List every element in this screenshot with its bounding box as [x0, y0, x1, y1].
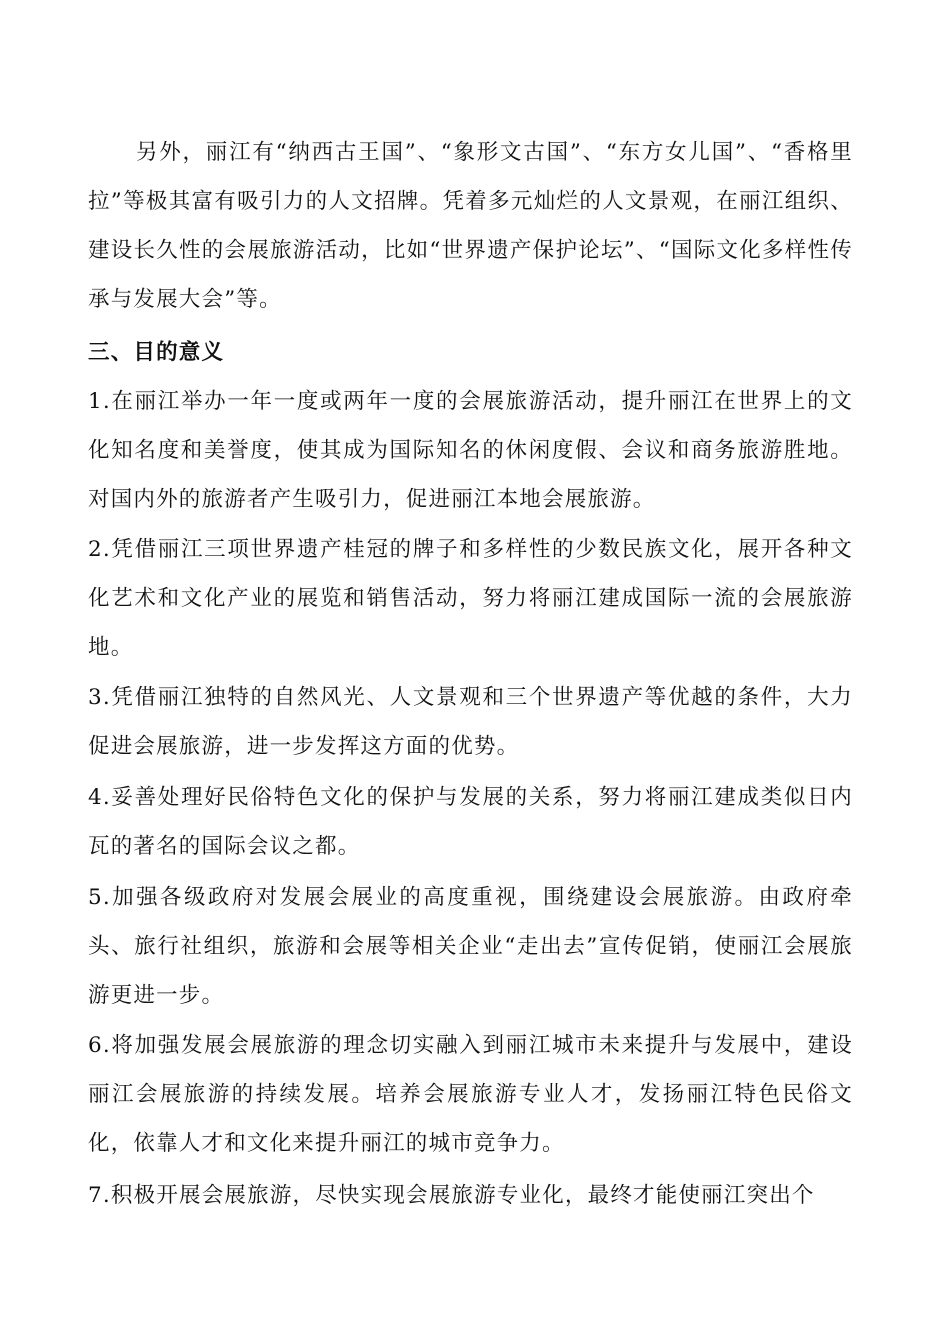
list-item-7: 7.积极开展会展旅游，尽快实现会展旅游专业化，最终才能使丽江突出个	[88, 1183, 815, 1208]
list-item-4: 4.妥善处理好民俗特色文化的保护与发展的关系，努力将丽江建成类似日内瓦的著名的国际会议之都。	[88, 785, 853, 859]
list-item-1: 1.在丽江举办一年一度或两年一度的会展旅游活动，提升丽江在世界上的文化知名度和美誉度，使其成为国际知名的休闲度假、会议和商务旅游胜地。对国内外的旅游者产生吸引力，促进丽江本地会展旅游。	[88, 389, 853, 512]
list-item-3: 3.凭借丽江独特的自然风光、人文景观和三个世界遗产等优越的条件，大力促进会展旅游，进一步发挥这方面的优势。	[88, 685, 853, 759]
list-item-5: 5.加强各级政府对发展会展业的高度重视，围绕建设会展旅游。由政府牵头、旅行社组织，旅游和会展等相关企业“走出去”宣传促销，使丽江会展旅游更进一步。	[88, 885, 853, 1008]
list-item-2: 2.凭借丽江三项世界遗产桂冠的牌子和多样性的少数民族文化，展开各种文化艺术和文化产业的展览和销售活动，努力将丽江建成国际一流的会展旅游地。	[88, 537, 853, 660]
list-item-6: 6.将加强发展会展旅游的理念切实融入到丽江城市未来提升与发展中，建设丽江会展旅游的持续发展。培养会展旅游专业人才，发扬丽江特色民俗文化，依靠人才和文化来提升丽江的城市竞争力。	[88, 1033, 853, 1156]
section-heading: 三、目的意义	[88, 340, 225, 365]
intro-paragraph: 另外，丽江有“纳西古王国”、“象形文古国”、“东方女儿国”、“香格里拉”等极其富有吸引力的人文招牌。凭着多元灿烂的人文景观，在丽江组织、建设长久性的会展旅游活动，比如“世界遗产保护论坛”、“国际文化多样性传承与发展大会”等。	[88, 140, 853, 312]
